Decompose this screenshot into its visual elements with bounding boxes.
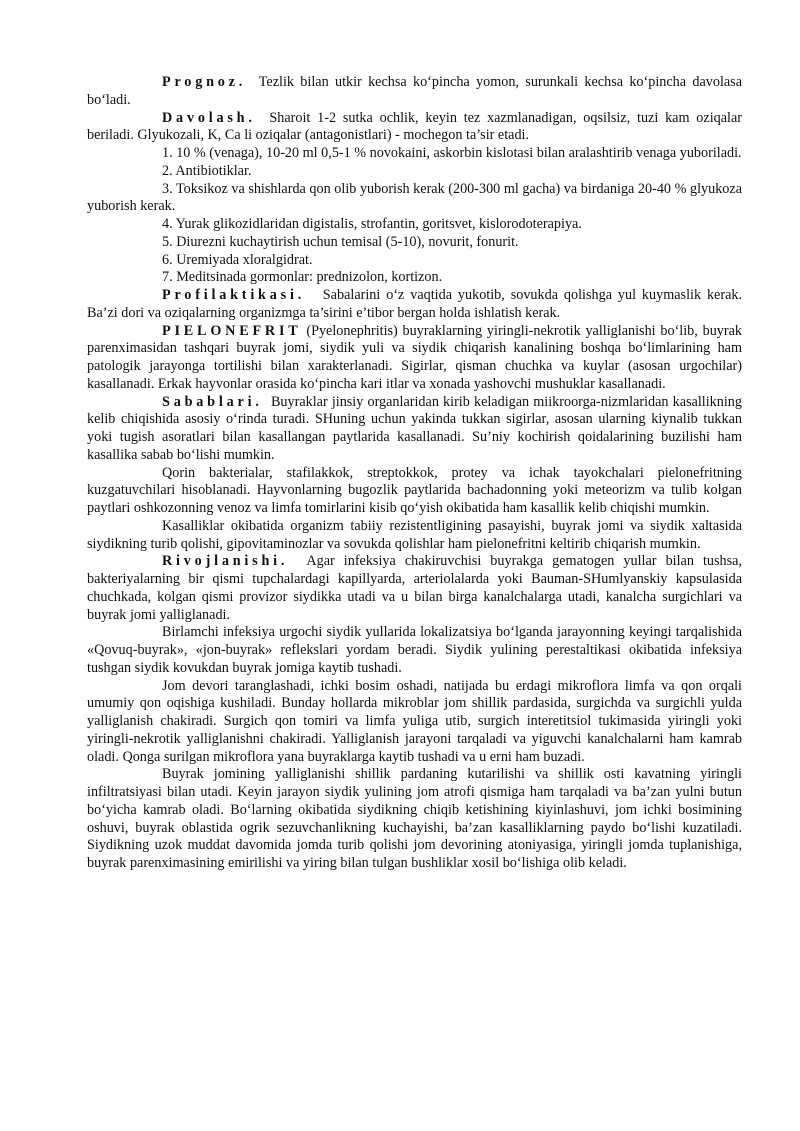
paragraph: Jom devori taranglashadi, ichki bosim oshadi, natijada bu erdagi mikroflora limfa va qon orqali umumiy qon oqishiga kushiladi. Bunday hollarda mikroblar jom shillik pardasida, surgichda va surgichli yulda yalliglanish chakiradi. Surgich qon tomiri va limfa yuliga utib, surgich interetitsiol tukimasida yiringli yoki yiringli-nekrotik yalliglanishni chakiradi. Yalliglanish jarayoni tarqaladi va yiguvchi kanalchalarni ham kamrab oladi. Qonga surilgan mikroflora yana buyraklarga kaytib tushadi va u erni ham buzadi. xyxy=(87,677,742,765)
paragraph-sabablari xyxy=(87,394,742,465)
paragraph-davolash xyxy=(87,110,742,146)
section-heading-sabablari: Sabablari. xyxy=(162,393,263,410)
list-item: 7. Meditsinada gormonlar: prednizolon, kortizon. xyxy=(162,269,443,286)
list-item: 4. Yurak glikozidlaridan digistalis, strofantin, goritsvet, kislorodoterapiya. xyxy=(162,216,582,232)
paragraph-text: Agar infeksiya chakiruvchisi buyrakga gematogen yullar bilan tushsa, bakteriyalarning bir qismi tupchalardagi kapillyarda, arteriolalarda yoki Bauman-SHumlyanskiy kapsulasida chuchkada, kolgan qismi provizor siydikka utadi va u bilan birga kanalchalarga utadi, kanalcha surgichlari va buyrak jomi yalliglanadi. xyxy=(87,553,742,623)
document-page xyxy=(87,74,742,873)
paragraph: Kasalliklar okibatida organizm tabiiy rezistentligining pasayishi, buyrak jomi va siydik xaltasida siydikning turib qolishi, gipovitaminozlar va sovukda qolishlar ham pielonefritni keltirib chiqarish mumkin. xyxy=(87,517,742,552)
section-heading-davolash: Davolash. xyxy=(162,109,256,126)
list-item: 1. 10 % (venaga), 10-20 ml 0,5-1 % novokaini, askorbin kislotasi bilan aralashtirib venaga yuboriladi. xyxy=(162,145,742,161)
paragraph-rivojlanishi xyxy=(87,553,742,624)
section-heading-pielonefrit: PIELONEFRIT xyxy=(162,322,302,339)
list-item: 3. Toksikoz va shishlarda qon olib yuborish kerak (200-300 ml gacha) va birdaniga 20-40 % glyukoza yuborish kerak. xyxy=(87,180,742,215)
paragraph-text: (Pyelonephritis) buyraklarning yiringli-nekrotik yalliglanishi bo‘lib, buyrak parenximasidan tashqari buyrak jomi, siydik yuli va siydik chiqarish kanalining boshqa bo‘limlarining ham patologik jarayonga tortilishi bilan xarakterlanadi. Sigirlar, qisman chuchka va kuylar (asosan urgochilar) kasallanadi. Erkak hayvonlar orasida ko‘pincha kari itlar va xonada yashovchi mushuklar kasallanadi. xyxy=(87,322,742,392)
paragraph-text: Buyraklar jinsiy organlaridan kirib keladigan miikroorga-nizmlaridan kasallikning kelib chiqishida asosiy o‘rinda turadi. SHuning uchun yakinda tukkan sigirlar, asosan ularning kiynalib tukkan yoki tugish asoratlari bilan kasallangan paytlarida kasallanadi. Su’niy kochirish qoidalarining buzilishi ham kasallika sabab bo‘lishi mumkin. xyxy=(87,393,742,463)
paragraph-text: Sabalarini o‘z vaqtida yukotib, sovukda qolishga yul kuymaslik kerak. Ba’zi dori va oziqalarning organizmga ta’sirini e’tibor bergan holda ishlatish kerak. xyxy=(87,287,743,321)
list-item: 2. Antibiotiklar. xyxy=(162,162,252,179)
section-heading-rivojlanishi: Rivojlanishi. xyxy=(162,553,289,570)
paragraph-pielonefrit xyxy=(87,323,742,394)
list-item: 5. Diurezni kuchaytirish uchun temisal (5-10), novurit, fonurit. xyxy=(162,233,519,250)
paragraph-prognoz xyxy=(87,74,742,110)
list-item: 6. Uremiyada xloralgidrat. xyxy=(162,251,313,268)
paragraph: Qorin bakterialar, stafilakkok, streptokkok, protey va ichak tayokchalari pielonefritning kuzgatuvchilari hisoblanadi. Hayvonlarning bugozlik paytlarida bachadonning yoki meteorizm va tulib kolgan paytlari oshkozonning venoz va limfa tomirlarini kisib qo‘yish okibatida ham kasallik kelib chiqishi mumkin. xyxy=(87,464,742,516)
paragraph-text: Sharoit 1-2 sutka ochlik, keyin tez xazmlanadigan, oqsilsiz, tuzi kam oziqalar beriladi. Glyukozali, K, Ca li oziqalar (antagonistlari) - mochegon ta’sir etadi. xyxy=(87,109,742,144)
paragraph-text: Tezlik bilan utkir kechsa ko‘pincha yomon, surunkali kechsa ko‘pincha davolasa bo‘ladi. xyxy=(87,74,742,108)
paragraph-profilaktikasi xyxy=(87,287,742,323)
paragraph: Buyrak jomining yalliglanishi shillik pardaning kutarilishi va shillik osti kavatning yiringli infiltratsiyasi bilan utadi. Keyin jarayon siydik yulining jom atrofi qismiga ham tarqaladi va ba’zan yulni butun bo‘yicha kamrab oladi. Bo‘larning okibatida siydikning chiqib ketishining kiyinlashuvi, jom ichki bosimining oshuvi, buyrak oblastida ogrik sezuvchanlikning kuchayishi, ba’zan kasalliklarning paydo bo‘lishi kuzatiladi. Siydikning uzok muddat davomida jomda turib qolishi jom devorining atoniyasiga, yiringli jomda tuplanishiga, buyrak parenximasining emirilishi va yiring bilan tulgan bushliklar xosil bo‘lishiga olib keladi. xyxy=(87,766,742,871)
section-heading-profilaktikasi: Profilaktikasi. xyxy=(162,287,306,303)
paragraph: Birlamchi infeksiya urgochi siydik yullarida lokalizatsiya bo‘lganda jarayonning keyingi tarqalishida «Qovuq-buyrak», «jon-buyrak» reflekslari yordam beradi. Siydik yulining perestaltikasi okibatida infeksiya tushgan siydik kovukdan buyrak jomiga kaytib tushadi. xyxy=(87,624,742,676)
section-heading-prognoz: Prognoz. xyxy=(162,74,247,90)
